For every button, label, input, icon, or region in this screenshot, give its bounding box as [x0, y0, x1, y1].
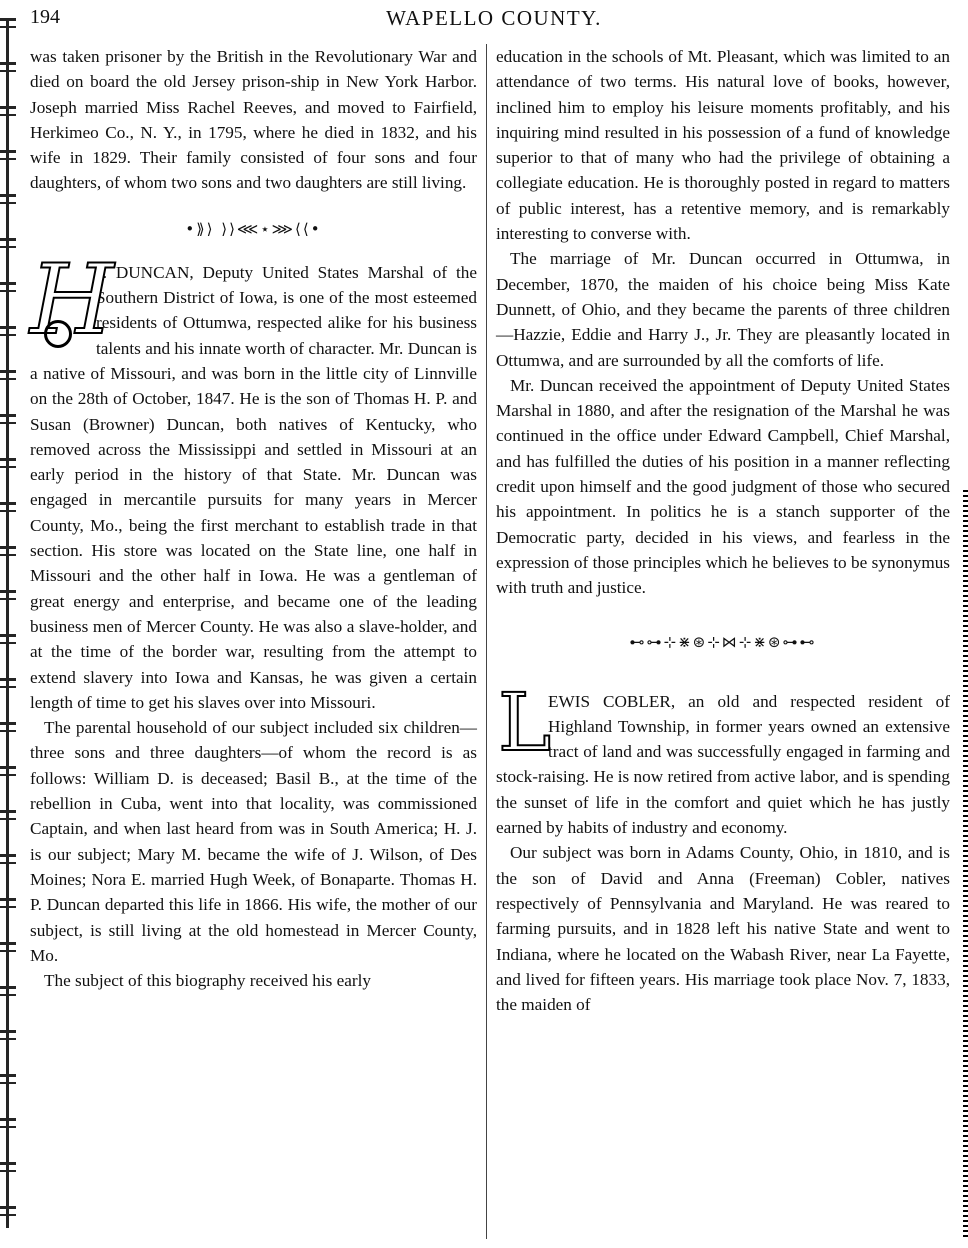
- page-number: 194: [30, 6, 60, 28]
- column-divider: [486, 44, 487, 1239]
- drop-cap-h: [30, 243, 114, 356]
- right-ornamental-border: [963, 490, 968, 1240]
- running-head: WAPELLO COUNTY.: [386, 6, 602, 30]
- page-header: [30, 6, 958, 30]
- left-column: [30, 44, 477, 993]
- drop-cap-swirl: [44, 320, 72, 348]
- duncan-paragraph: J. DUNCAN, Deputy United States Marshal of the Southern District of Iowa, is one of the most esteemed residents of Ottumwa, respected alike for his business talents and his innate worth of character. Mr. Duncan is a native of Missouri, and was born in the little city of Linnville on the 28th of October, 1847. He is the son of Thomas H. P. and Susan (Browner) Duncan, both natives of Kentucky, who removed across the Mississippi and settled in Missouri at an early period in the history of that State. Mr. Duncan was engaged in mercantile pursuits for many years in Mercer County, Mo., being the first merchant to establish trade in that section. His store was located on the State line, one half in Missouri and the other half in Iowa. He was a gentleman of great energy and enterprise, and became one of the leading business men of Mercer County. He was also a slave-holder, and at the time of the border war, resulting from the attempt to extend slavery into Iowa and Kansas, he was given a certain length of time to get his slaves over into Missouri.: [30, 262, 477, 712]
- duncan-biography: [30, 243, 477, 994]
- section-ornament: ⊷⊶⊹⋇⊛⊹⋈⊹⋇⊛⊶⊷: [629, 632, 817, 651]
- duncan-paragraph: Mr. Duncan received the appointment of Deputy United States Marshal in 1880, and after the resignation of the Marshal he was continued in the office under Edward Campbell, Chief Marshal, and has fulfilled the duties of his position in a manner reflecting credit upon himself and the good judgment of those who secured his appointment. In politics he is a stanch supporter of the Democratic party, decided in his views, and fearless in the expression of those principles which he believes to be synonymus with truth and justice.: [496, 375, 950, 598]
- drop-cap-letter: L: [498, 675, 552, 769]
- cobler-biography: [496, 675, 950, 1018]
- section-ornament: •⟫⟩ ⟩⟩⋘⋆⋙⟨⟨•: [185, 219, 322, 238]
- intro-paragraph: was taken prisoner by the British in the Revolutionary War and died on board the old Jersey prison-ship in New York Harbor. Joseph married Miss Rachel Reeves, and moved to Fairfield, Herkimeo Co., N. Y., in 1795, where he died in 1832, and his wife in 1829. Their family consisted of four sons and four daughters, of whom two sons and two daughters are still living.: [30, 47, 477, 193]
- duncan-paragraph: education in the schools of Mt. Pleasant, which was limited to an attendance of two terms. His natural love of books, however, inclined him to employ his leisure moments profitably, and his inquiring mind resulted in his possession of a fund of knowledge superior to that of many who had the privilege of obtaining a collegiate education. He is thoroughly posted in regard to matters of public interest, has a retentive memory, and is remarkably interesting to converse with.: [496, 47, 950, 244]
- cobler-paragraph: Our subject was born in Adams County, Ohio, in 1810, and is the son of David and Anna (Freeman) Cobler, natives respectively of Pennsylvania and Maryland. He was reared to farming pursuits, and in 1828 left his native State and went to Indiana, where he located on the Wabash River, near La Fayette, and lived for fifteen years. His marriage took place Nov. 7, 1833, the maiden of: [496, 843, 950, 1015]
- right-column: [496, 44, 950, 1017]
- duncan-paragraph: The subject of this biography received his early: [44, 971, 371, 991]
- drop-cap-l: [496, 675, 552, 769]
- drop-cap-letter: H: [30, 243, 114, 356]
- duncan-paragraph: The parental household of our subject included six children—three sons and three daughters—of whom the record is as follows: William D. is deceased; Basil B., at the time of the rebellion in Cuba, went into that locality, was commissioned Captain, and when last heard from was in South America; H. J. is our subject; Mary M. became the wife of J. Wilson, of Des Moines; Nora E. married Hugh Week, of Bonaparte. Thomas H. P. Duncan departed this life in 1866. His wife, the mother of our subject, is still living at the old homestead in Mercer County, Mo.: [30, 718, 477, 965]
- left-ornamental-border: [0, 18, 16, 1228]
- cobler-paragraph: EWIS COBLER, an old and respected resident of Highland Township, in former years owned an extensive tract of land and was successfully engaged in farming and stock-raising. He is now retired from active labor, and is spending the sunset of life in the comfort and quiet which he has justly earned by habits of industry and economy.: [496, 691, 950, 838]
- duncan-paragraph: The marriage of Mr. Duncan occurred in Ottumwa, in December, 1870, the maiden of his choice being Miss Kate Dunnett, of Ohio, and they became the parents of three children—Hazzie, Eddie and Harry J., Jr. They are pleasantly located in Ottumwa, and are surrounded by all the comforts of life.: [496, 249, 950, 370]
